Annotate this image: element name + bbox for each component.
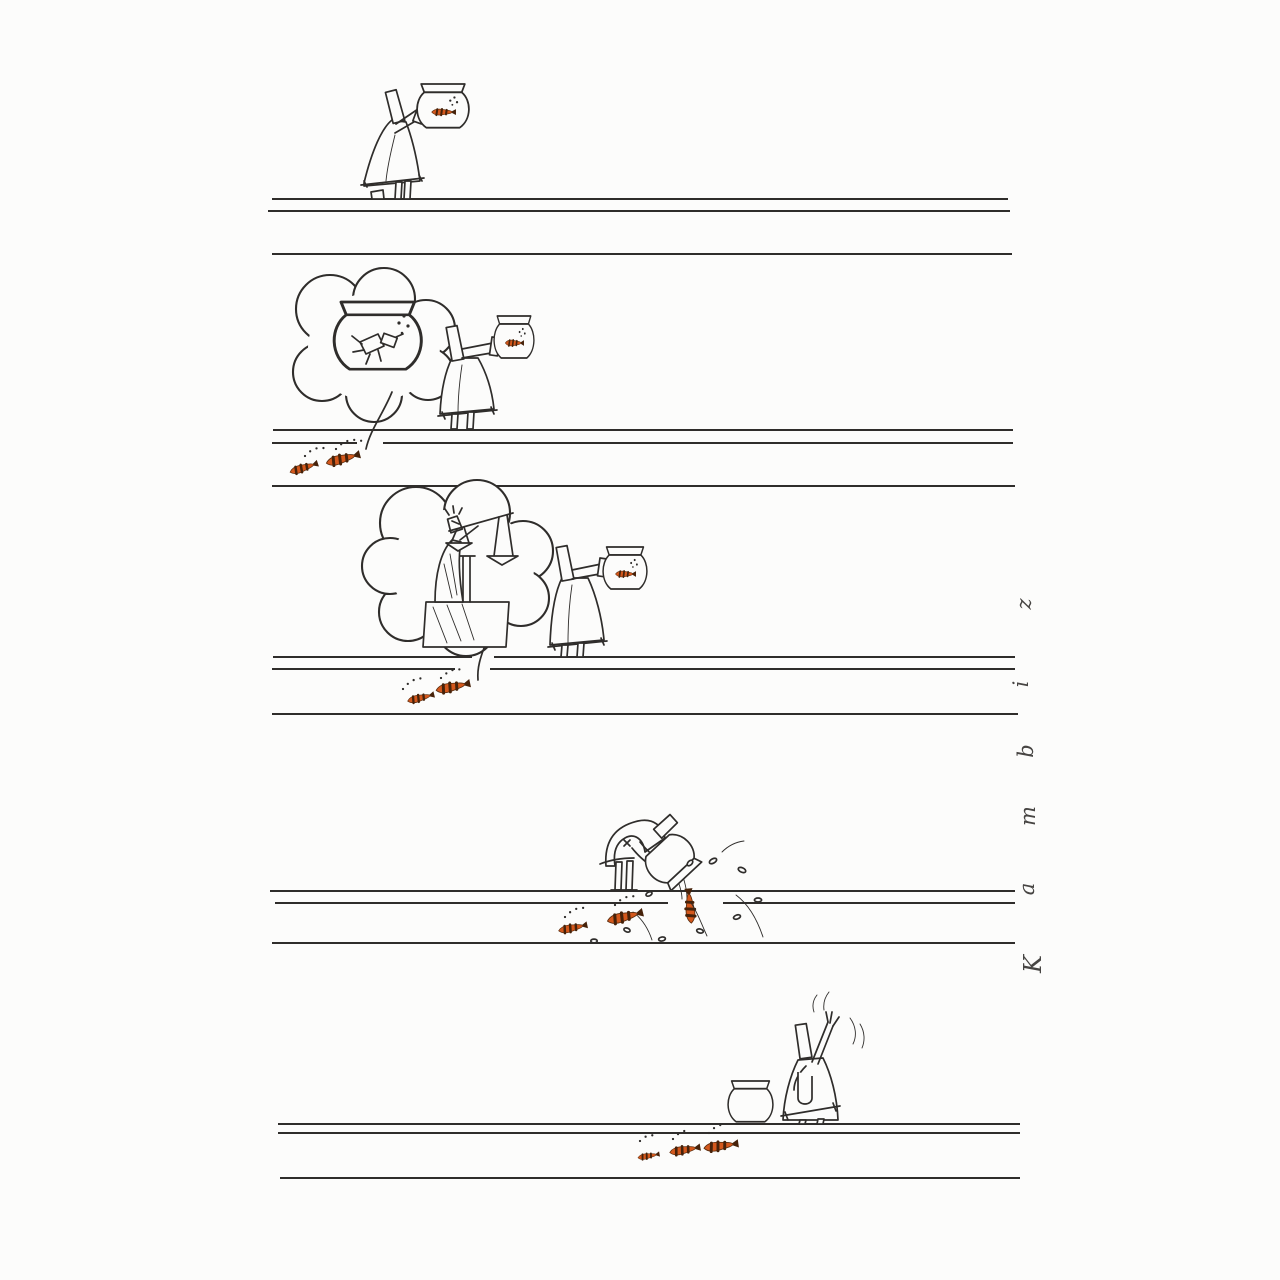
signature-letter: a bbox=[1015, 882, 1039, 896]
imagined-bowl-with-man bbox=[334, 302, 421, 369]
goldfish-trio bbox=[637, 1125, 738, 1161]
signature-letter: K bbox=[1019, 955, 1047, 973]
man-head bbox=[556, 545, 574, 581]
panel-2 bbox=[272, 268, 1015, 486]
man-pouring-bowl bbox=[600, 815, 705, 899]
thought-bubble-lady-justice bbox=[362, 480, 553, 680]
man-head bbox=[795, 1023, 812, 1058]
signature-letter: i bbox=[1009, 680, 1033, 688]
riverbank-lines-2 bbox=[272, 430, 1015, 486]
fishbowl-held bbox=[494, 316, 534, 358]
thought-bubble-man-in-bowl bbox=[293, 268, 455, 449]
man-legs bbox=[451, 412, 474, 429]
fishbowl-raised bbox=[417, 84, 469, 128]
diving-goldfish bbox=[684, 888, 696, 923]
signature-letter: z bbox=[1012, 598, 1036, 610]
riverbank-lines-4 bbox=[270, 891, 1015, 943]
man-head bbox=[446, 325, 464, 361]
signature-letter: b bbox=[1014, 744, 1038, 758]
back-stitch-mark bbox=[624, 840, 630, 846]
man-robe bbox=[364, 120, 420, 186]
riverbank-lines-3 bbox=[272, 657, 1018, 714]
goldfish-pair bbox=[289, 440, 362, 476]
sash-bag bbox=[798, 1072, 812, 1104]
man-legs bbox=[615, 861, 633, 890]
fishbowl-held bbox=[603, 547, 647, 589]
man-head bbox=[385, 89, 404, 123]
panel-4 bbox=[270, 815, 1015, 943]
panel-5 bbox=[278, 992, 1020, 1178]
artist-signature bbox=[1009, 598, 1047, 974]
goldfish-pair bbox=[558, 896, 644, 934]
statue-pedestal bbox=[423, 602, 509, 647]
man-robe bbox=[550, 578, 604, 645]
panel-3 bbox=[272, 480, 1018, 714]
goldfish-pair bbox=[403, 669, 471, 704]
signature-letter: m bbox=[1016, 806, 1040, 826]
panel-1 bbox=[268, 84, 1012, 254]
riverbank-lines-1 bbox=[268, 199, 1012, 254]
man-holding-bowl bbox=[548, 545, 608, 657]
man-robe bbox=[440, 358, 494, 414]
riverbank-lines-5 bbox=[278, 1124, 1020, 1178]
man-waving-goodbye bbox=[781, 992, 864, 1124]
empty-bowl-on-ground bbox=[728, 1081, 773, 1122]
